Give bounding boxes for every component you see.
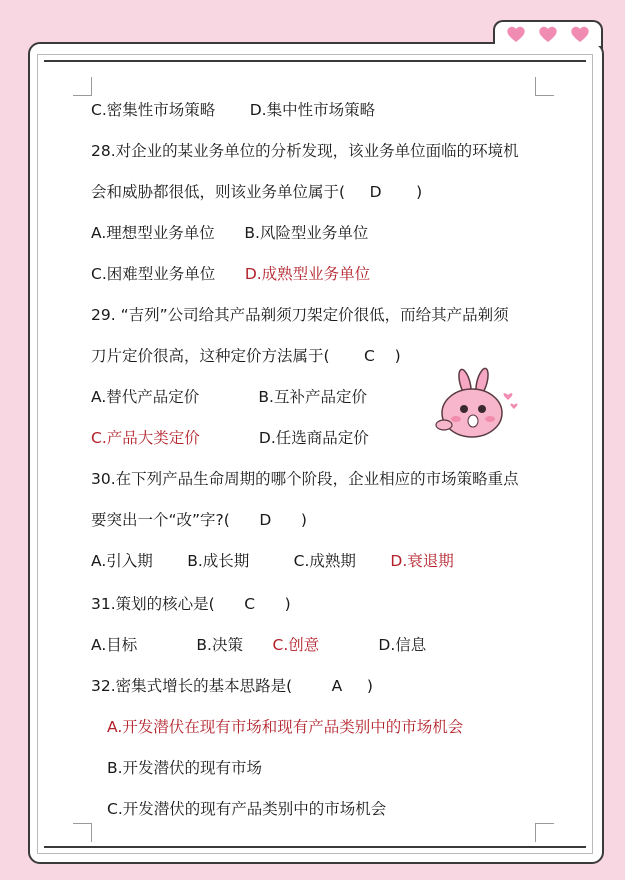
text-line bbox=[107, 799, 386, 819]
heart-icon bbox=[506, 25, 526, 43]
answer-text: C.产品大类定价 bbox=[91, 429, 200, 447]
crop-mark bbox=[535, 823, 554, 842]
bunny-mascot-icon bbox=[430, 365, 520, 445]
text-line bbox=[107, 758, 262, 778]
text-segment: A.替代产品定价 B.互补产品定价 bbox=[91, 388, 367, 406]
answer-text: A.开发潜伏在现有市场和现有产品类别中的市场机会 bbox=[107, 718, 464, 736]
text-line bbox=[91, 100, 375, 120]
paper-card bbox=[28, 42, 604, 864]
text-line bbox=[91, 469, 519, 489]
text-line bbox=[91, 510, 307, 530]
text-segment: 31.策划的核心是( C ) bbox=[91, 595, 291, 613]
text-segment: 29. “吉列”公司给其产品剃须刀架定价很低，而给其产品剃须 bbox=[91, 306, 509, 324]
text-line bbox=[91, 305, 509, 325]
answer-text: D.成熟型业务单位 bbox=[244, 265, 371, 283]
text-line bbox=[107, 717, 463, 737]
text-segment: 32.密集式增长的基本思路是( A ) bbox=[91, 677, 373, 695]
text-segment: A.理想型业务单位 B.风险型业务单位 bbox=[91, 224, 369, 242]
text-segment: 28.对企业的某业务单位的分析发现，该业务单位面临的环境机 bbox=[91, 142, 519, 160]
crop-mark bbox=[535, 77, 554, 96]
hearts-decoration bbox=[500, 22, 596, 46]
top-divider bbox=[44, 60, 586, 62]
text-line bbox=[91, 676, 373, 696]
answer-text: D.衰退期 bbox=[390, 552, 454, 570]
text-line bbox=[91, 264, 370, 284]
text-line bbox=[91, 346, 401, 366]
text-line bbox=[91, 223, 368, 243]
text-segment: 要突出一个“改”字?( D ) bbox=[91, 511, 307, 529]
text-line bbox=[91, 635, 426, 655]
text-segment: A.目标 B.决策 bbox=[91, 636, 273, 654]
text-line bbox=[91, 387, 367, 407]
text-line bbox=[91, 594, 291, 614]
heart-icon bbox=[570, 25, 590, 43]
bottom-divider bbox=[44, 846, 586, 848]
text-segment: D.信息 bbox=[319, 636, 427, 654]
text-line bbox=[91, 141, 519, 161]
answer-text: C.创意 bbox=[272, 636, 320, 654]
text-segment: C.困难型业务单位 bbox=[91, 265, 245, 283]
text-segment: 刀片定价很高，这种定价方法属于( C ) bbox=[91, 347, 401, 365]
text-line bbox=[91, 182, 422, 202]
crop-mark bbox=[73, 77, 92, 96]
text-line bbox=[91, 428, 369, 448]
heart-icon bbox=[538, 25, 558, 43]
text-segment: B.开发潜伏的现有市场 bbox=[107, 759, 263, 777]
text-segment: 会和威胁都很低，则该业务单位属于( D ) bbox=[91, 183, 423, 201]
text-segment: A.引入期 B.成长期 C.成熟期 bbox=[91, 552, 391, 570]
crop-mark bbox=[73, 823, 92, 842]
text-line bbox=[91, 551, 454, 571]
text-segment: D.任选商品定价 bbox=[199, 429, 369, 447]
text-segment: C.密集性市场策略 D.集中性市场策略 bbox=[91, 101, 376, 119]
text-segment: 30.在下列产品生命周期的哪个阶段，企业相应的市场策略重点 bbox=[91, 470, 519, 488]
text-segment: C.开发潜伏的现有产品类别中的市场机会 bbox=[107, 800, 387, 818]
